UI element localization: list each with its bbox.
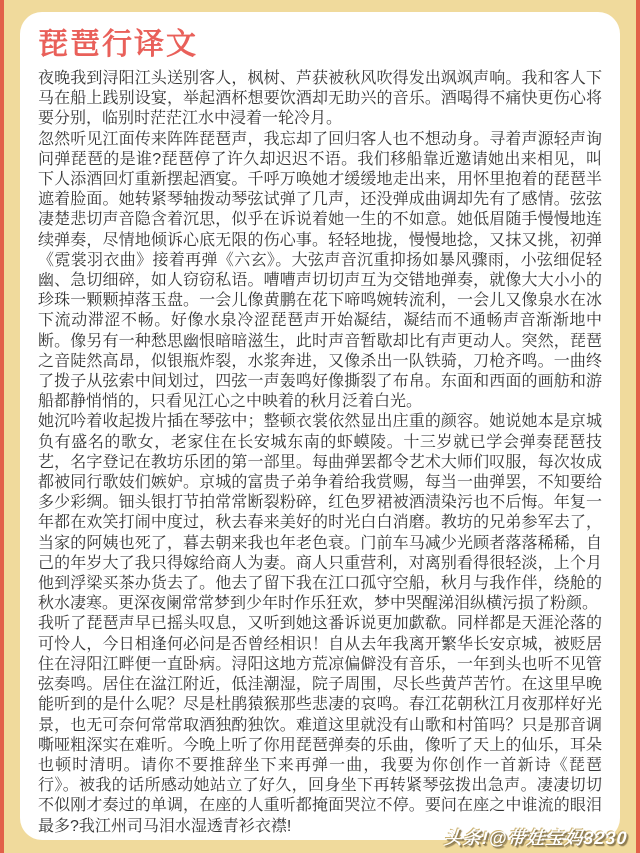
paragraph: 我听了琵琶声早已摇头叹息，又听到她这番诉说更加歔欷。同样都是天涯沦落的可怜人，今日相逢何必问是否曾经相识！自从去年我离开繁华长安京城，被贬居住在浔阳江畔便一直卧病。浔阳这地方荒凉偏僻没有音乐，一年到头也听不见管弦奏鸣。居住在湓江附近，低洼潮湿，院子周围，尽长些黄芦苦竹。在这里早晚能听到的是什么呢？尽是杜鹃猿猴那些悲凄的哀鸣。春江花朝秋江月夜那样好光景，也无可奈何常常取酒独酌独饮。难道这里就没有山歌和村笛吗？只是那音调嘶哑粗深实在难听。今晚上听了你用琵琶弹奏的乐曲，像听了天上的仙乐，耳朵也顿时清明。请你不要推辞坐下来再弹一曲，我要为你创作一首新诗《琵琶行》。被我的话所感动她站立了好久，回身坐下再转紧琴弦拨出急声。凄凄切切不似刚才奏过的单调，在座的人重听都掩面哭泣不停。要问在座之中谁流的眼泪最多?我江州司马泪水湿透青衫衣襟! <box>38 615 602 835</box>
translation-text <box>38 69 602 837</box>
left-edge-decoration <box>0 0 4 853</box>
paragraph: 忽然听见江面传来阵阵琵琶声，我忘却了回归客人也不想动身。寻着声源轻声询问弹琵琶的是谁?琵琶停了许久却迟迟不语。我们移船靠近邀请她出来相见，叫下人添酒回灯重新摆起酒宴。千呼万唤她才缓缓地走出来，用怀里抱着的琵琶半遮着脸面。她转紧琴轴拨动琴弦试弹了几声，还没弹成曲调却先有了感情。弦弦凄楚悲切声音隐含着沉思，似乎在诉说着她一生的不如意。她低眉随手慢慢地连续弹奏，尽情地倾诉心底无限的伤心事。轻轻地拢，慢慢地捻，又抹又挑，初弹《霓裳羽衣曲》接着再弹《六玄》。大弦声音沉重抑扬如暴风骤雨，小弦细促轻幽、急切细碎，如人窃窃私语。嘈嘈声切切声互为交错地弹奏，就像大大小小的珍珠一颗颗掉落玉盘。一会儿像黄鹏在花下啼鸣婉转流利，一会儿又像泉水在冰下流动滞涩不畅。好像水泉冷涩琵琶声开始凝结，凝结而不通畅声音渐渐地中断。像另有一种愁思幽恨暗暗滋生，此时声音暂歇却比有声更动人。突然，琵琶之音陡然高昂，似银瓶炸裂，水浆奔进，又像杀出一队铁骑，刀枪齐鸣。一曲终了拨子从弦索中间划过，四弦一声轰鸣好像撕裂了布帛。东面和西面的画舫和游船都静悄悄的，只看见江心之中映着的秋月泛着白光。 <box>38 130 602 411</box>
content-card <box>20 12 620 840</box>
paragraph: 夜晚我到浔阳江头送别客人，枫树、芦获被秋风吹得发出飒飒声响。我和客人下马在船上践别设宴，举起酒杯想要饮酒却无助兴的音乐。酒喝得不痛快更伤心将要分别，临别时茫茫江水中浸着一轮冷月。 <box>38 70 602 128</box>
toutiao-watermark: 头条!@带娃宝妈3230 <box>443 828 629 848</box>
page-title: 琵琶行译文 <box>38 28 198 61</box>
right-edge-decoration <box>636 0 640 853</box>
paragraph: 她沉吟着收起拨片插在琴弦中；整顿衣裳依然显出庄重的颜容。她说她本是京城负有盛名的歌女，老家住在长安城东南的虾蟆陵。十三岁就已学会弹奏琵琶技艺，名字登记在教坊乐团的第一部里。每曲弹罢都令艺术大师们叹服，每次妆成都被同行歌妓们嫉妒。京城的富贵子弟争着给我赏赐，每当一曲弹罢，不知要给多少彩绸。钿头银打节拍常常断裂粉碎，红色罗裙被酒渍染污也不后悔。年复一年都在欢笑打闹中度过，秋去春来美好的时光白白消磨。教坊的兄弟参军去了，当家的阿姨也死了，暮去朝来我也年老色衰。门前车马减少光顾者落落稀稀，自己的年岁大了我只得嫁给商人为妻。商人只重营利，对离别看得很轻淡，上个月他到浮梁买茶办货去了。他去了留下我在江口孤守空船，秋月与我作伴，绕舱的秋水凄寒。更深夜阑常常梦到少年时作乐狂欢，梦中哭醒涕泪纵横污损了粉颜。 <box>38 413 602 613</box>
